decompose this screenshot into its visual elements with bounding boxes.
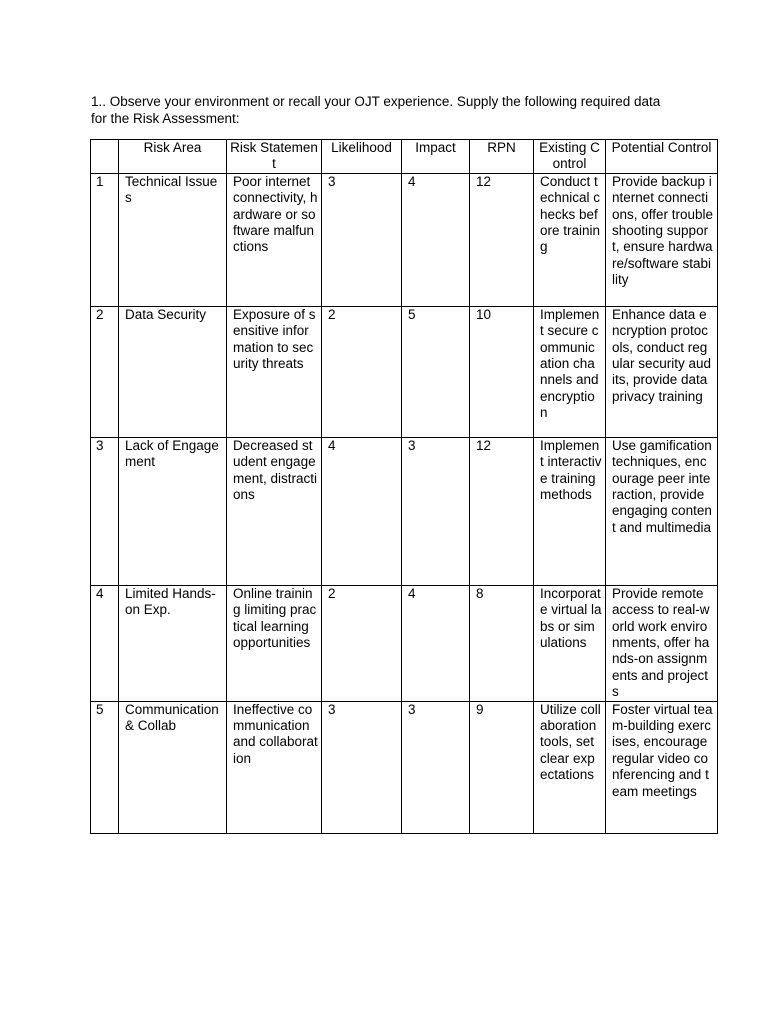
- cell-no: 3: [91, 437, 119, 585]
- cell-likelihood: 3: [322, 701, 402, 833]
- cell-rpn: 12: [470, 437, 534, 585]
- cell-rpn: 12: [470, 173, 534, 306]
- header-likelihood: Likelihood: [322, 140, 402, 174]
- header-rpn: RPN: [470, 140, 534, 174]
- header-risk-statement: Risk Statement: [227, 140, 322, 174]
- cell-impact: 4: [402, 585, 470, 701]
- cell-no: 5: [91, 701, 119, 833]
- cell-likelihood: 2: [322, 585, 402, 701]
- cell-likelihood: 2: [322, 306, 402, 437]
- table-row: [91, 585, 718, 701]
- cell-potential-control: Provide remote access to real-world work environments, offer hands-on assignments and projects: [606, 585, 718, 701]
- table-row: [91, 306, 718, 437]
- header-no: [91, 140, 119, 174]
- cell-potential-control: Enhance data encryption protocols, conduct regular security audits, provide data privacy training: [606, 306, 718, 437]
- table-row: [91, 437, 718, 585]
- cell-no: 2: [91, 306, 119, 437]
- cell-existing-control: Implement interactive training methods: [534, 437, 606, 585]
- cell-risk-area: Limited Hands-on Exp.: [119, 585, 227, 701]
- cell-risk-statement: Online training limiting practical learning opportunities: [227, 585, 322, 701]
- cell-potential-control: Foster virtual team-building exercises, encourage regular video conferencing and team meetings: [606, 701, 718, 833]
- cell-rpn: 9: [470, 701, 534, 833]
- instruction-text: [91, 93, 731, 127]
- cell-risk-statement: Ineffective communication and collaboration: [227, 701, 322, 833]
- header-potential-control: Potential Control: [606, 140, 718, 174]
- cell-impact: 4: [402, 173, 470, 306]
- risk-assessment-table: [90, 139, 718, 834]
- cell-existing-control: Implement secure communication channels and encryption: [534, 306, 606, 437]
- instruction-line-1: 1.. Observe your environment or recall your OJT experience. Supply the following required data: [91, 94, 661, 109]
- cell-potential-control: Use gamification techniques, encourage peer interaction, provide engaging content and multimedia: [606, 437, 718, 585]
- cell-existing-control: Utilize collaboration tools, set clear expectations: [534, 701, 606, 833]
- cell-existing-control: Incorporate virtual labs or simulations: [534, 585, 606, 701]
- cell-impact: 5: [402, 306, 470, 437]
- cell-risk-statement: Poor internet connectivity, hardware or software malfunctions: [227, 173, 322, 306]
- cell-rpn: 10: [470, 306, 534, 437]
- cell-risk-area: Data Security: [119, 306, 227, 437]
- cell-impact: 3: [402, 437, 470, 585]
- cell-likelihood: 4: [322, 437, 402, 585]
- cell-risk-area: Lack of Engagement: [119, 437, 227, 585]
- instruction-line-2: for the Risk Assessment:: [91, 111, 240, 126]
- table-row: [91, 701, 718, 833]
- cell-risk-statement: Decreased student engagement, distractions: [227, 437, 322, 585]
- cell-risk-statement: Exposure of sensitive information to security threats: [227, 306, 322, 437]
- header-existing-control: Existing Control: [534, 140, 606, 174]
- cell-existing-control: Conduct technical checks before training: [534, 173, 606, 306]
- table-row: [91, 173, 718, 306]
- cell-likelihood: 3: [322, 173, 402, 306]
- cell-no: 1: [91, 173, 119, 306]
- cell-risk-area: Communication & Collab: [119, 701, 227, 833]
- cell-risk-area: Technical Issues: [119, 173, 227, 306]
- cell-impact: 3: [402, 701, 470, 833]
- header-impact: Impact: [402, 140, 470, 174]
- cell-potential-control: Provide backup internet connections, offer troubleshooting support, ensure hardware/software stability: [606, 173, 718, 306]
- cell-rpn: 8: [470, 585, 534, 701]
- table-header-row: [91, 140, 718, 174]
- cell-no: 4: [91, 585, 119, 701]
- header-risk-area: Risk Area: [119, 140, 227, 174]
